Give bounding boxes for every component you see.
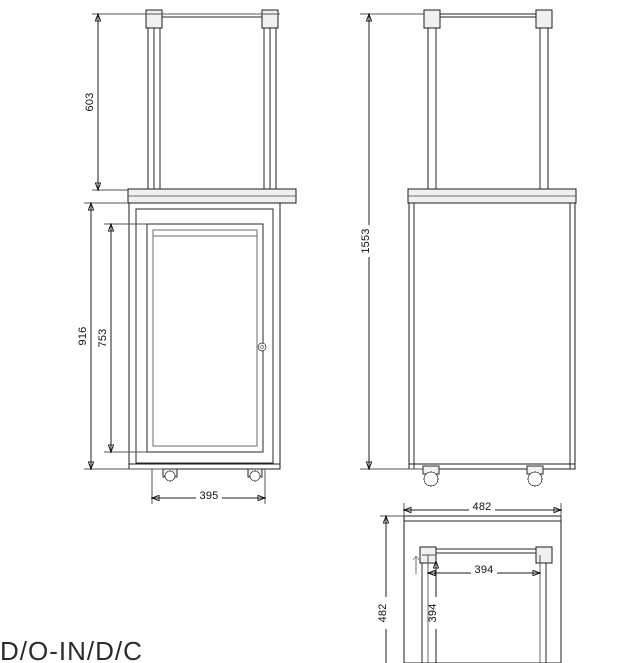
front-mast-inner: [154, 17, 270, 190]
front-door-lock-icon: [258, 343, 266, 351]
side-top-cap-left: [424, 10, 440, 28]
dim-label-plan-482-depth: 482: [377, 603, 389, 623]
dim-label-side-1553: 1553: [360, 228, 372, 254]
side-mast-outer: [428, 17, 548, 190]
dim-label-front-603: 603: [84, 92, 96, 112]
front-elevation-view: [77, 10, 296, 504]
side-cabinet-body: [409, 203, 575, 469]
dim-label-front-395: 395: [199, 490, 219, 502]
drawing-title: D/O-IN/D/C: [0, 636, 143, 663]
dim-label-plan-394-depth: 394: [427, 603, 439, 623]
front-caster-left-wheel: [165, 471, 175, 481]
front-caster-right-wheel: [250, 471, 260, 481]
front-top-cap-right: [262, 10, 278, 28]
dim-label-plan-394-width: 394: [474, 564, 494, 576]
dim-label-front-753: 753: [97, 328, 109, 348]
plan-post-right: [536, 547, 552, 563]
front-door-glass: [153, 230, 257, 446]
dim-label-front-916: 916: [77, 326, 89, 346]
side-caster-left-wheel: [424, 472, 438, 486]
dim-label-plan-482-width: 482: [472, 501, 492, 513]
side-top-cap-right: [536, 10, 552, 28]
side-elevation-view: [360, 10, 576, 486]
front-top-cap-left: [146, 10, 162, 28]
side-caster-right-wheel: [528, 472, 542, 486]
plan-view: [377, 500, 561, 663]
